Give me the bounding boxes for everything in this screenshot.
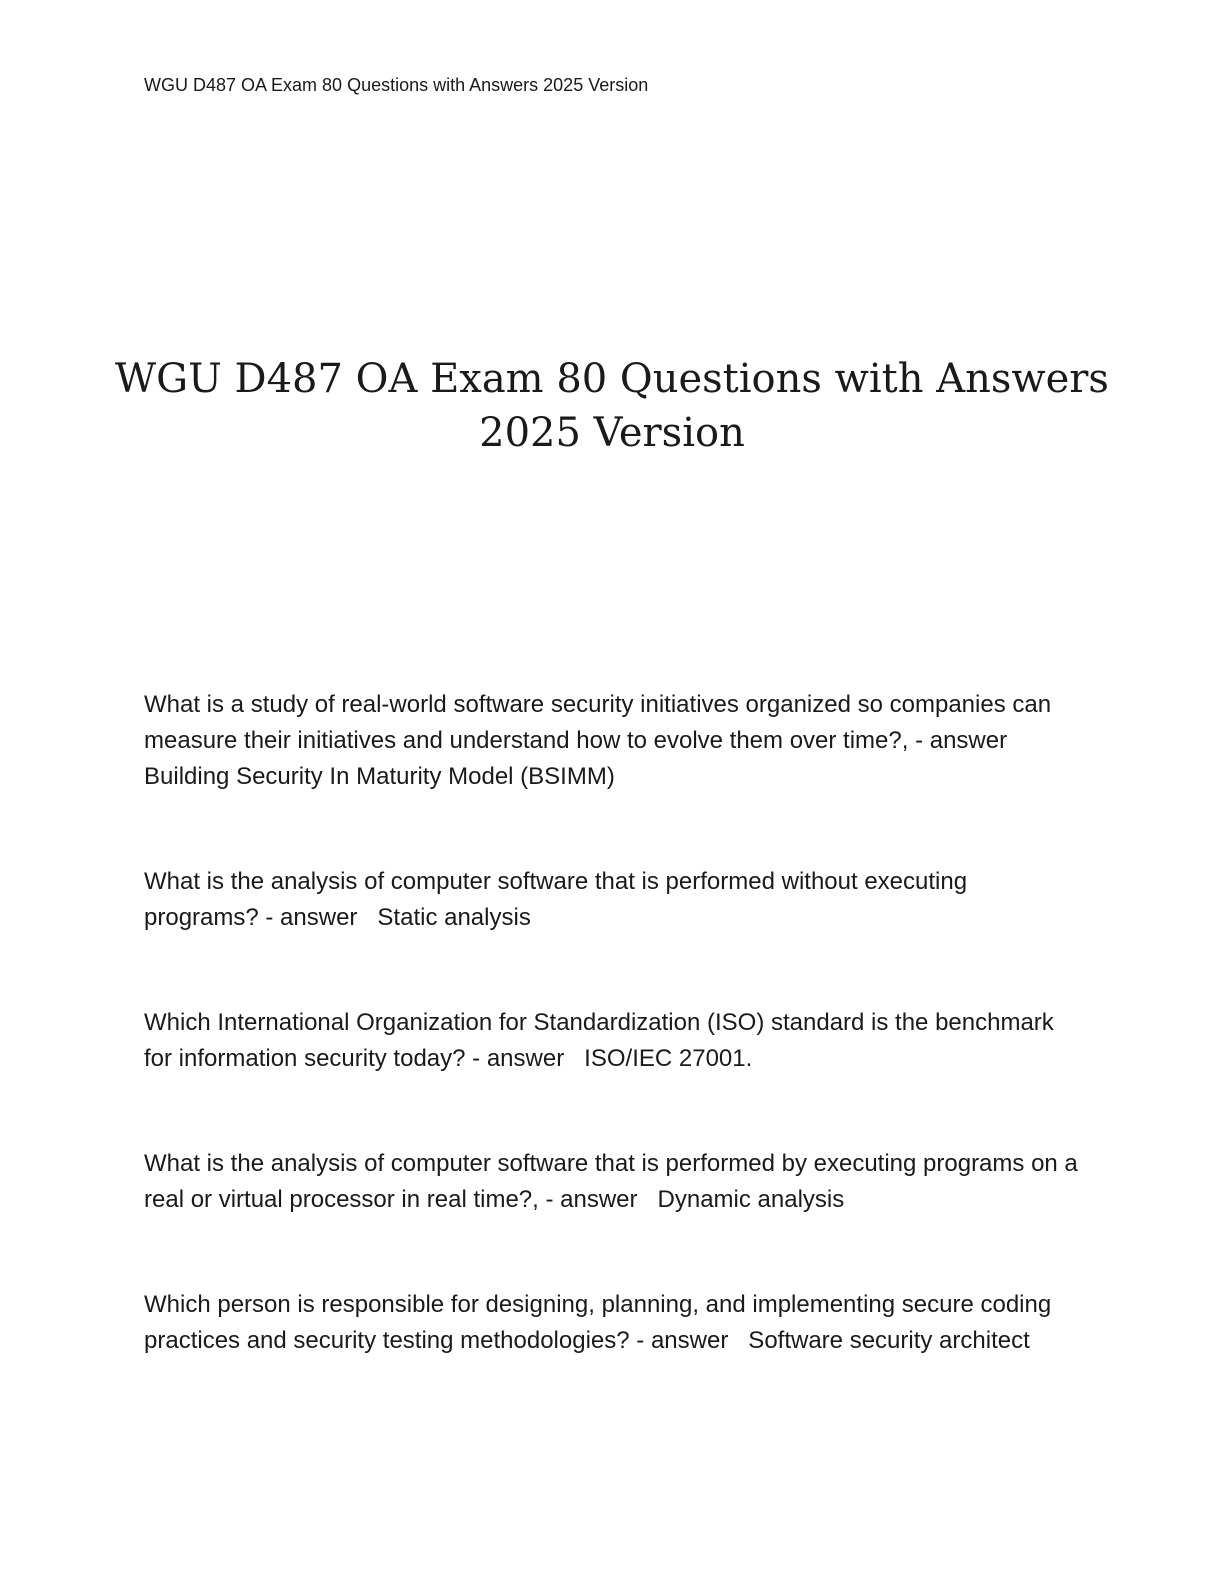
document-title-line-2: 2025 Version xyxy=(479,410,745,456)
running-header: WGU D487 OA Exam 80 Questions with Answers 2025 Version xyxy=(144,75,649,95)
document-title-line-1: WGU D487 OA Exam 80 Questions with Answers xyxy=(115,356,1109,402)
answer-text: answer Software security architect xyxy=(650,1327,1030,1354)
answer-text: answer ISO/IEC 27001. xyxy=(486,1045,753,1072)
answer-text: answer Building Security In Maturity Model (BSIMM) xyxy=(144,727,1028,790)
question-text: What is the analysis of computer software that is performed by executing programs on a real or virtual processor in real time?, - xyxy=(144,1150,1085,1213)
answer-text: answer Dynamic analysis xyxy=(560,1186,845,1213)
question-text: What is a study of real-world software security initiatives organized so companies can measure their initiatives and understand how to evolve them over time?, - xyxy=(144,691,1058,754)
question-text: Which person is responsible for designing, planning, and implementing secure coding practices and security testing methodologies? - xyxy=(144,1291,1058,1354)
qa-item xyxy=(144,1146,1084,1218)
qa-item xyxy=(144,1005,1084,1077)
qa-item xyxy=(144,864,1084,936)
document-title xyxy=(110,352,1114,460)
qa-item xyxy=(144,687,1084,795)
qa-item xyxy=(144,1287,1084,1359)
question-text: What is the analysis of computer software that is performed without executing programs? - xyxy=(144,868,974,931)
qa-list xyxy=(144,687,1084,1428)
answer-text: answer Static analysis xyxy=(280,904,531,931)
question-text: Which International Organization for Standardization (ISO) standard is the benchmark for information security today? - xyxy=(144,1009,1061,1072)
